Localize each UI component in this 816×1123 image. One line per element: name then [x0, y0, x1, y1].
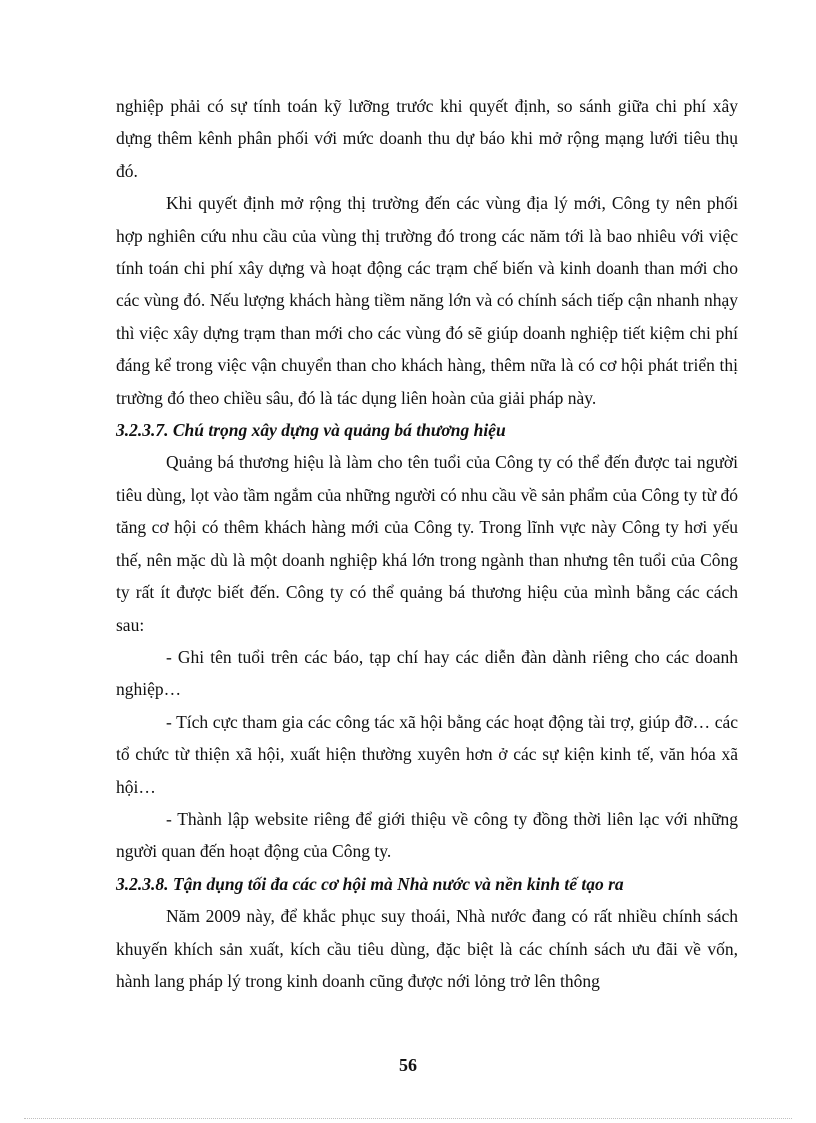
footer-divider — [24, 1118, 792, 1119]
paragraph-state-opportunities: Năm 2009 này, để khắc phục suy thoái, Nhà nước đang có rất nhiều chính sách khuyến khích sản xuất, kích cầu tiêu dùng, đặc biệt là các chính sách ưu đãi về vốn, hành lang pháp lý trong kinh doanh cũng được nới lỏng trở lên thông — [116, 906, 738, 991]
section-heading-3-2-3-7: 3.2.3.7. Chú trọng xây dựng và quảng bá thương hiệu — [116, 420, 506, 441]
page-number: 56 — [399, 1055, 417, 1075]
section-heading-3-2-3-8: 3.2.3.8. Tận dụng tối đa các cơ hội mà Nhà nước và nền kinh tế tạo ra — [116, 873, 624, 894]
bullet-item: - Ghi tên tuổi trên các báo, tạp chí hay các diễn đàn dành riêng cho các doanh nghiệp… — [116, 646, 738, 700]
paragraph-continued: nghiệp phải có sự tính toán kỹ lưỡng trước khi quyết định, so sánh giữa chi phí xây dựng thêm kênh phân phối với mức doanh thu dự báo khi mở rộng mạng lưới tiêu thụ đó. — [116, 96, 738, 181]
paragraph-brand-promotion: Quảng bá thương hiệu là làm cho tên tuổi của Công ty có thể đến được tai người tiêu dùng, lọt vào tầm ngắm của những người có nhu cầu về sản phẩm của Công ty từ đó tăng cơ hội có thêm khách hàng mới của Công ty. Trong lĩnh vực này Công ty hơi yếu thế, nên mặc dù là một doanh nghiệp khá lớn trong ngành than nhưng tên tuổi của Công ty rất ít được biết đến. Công ty có thể quảng bá thương hiệu của mình bằng các cách sau: — [116, 452, 738, 635]
bullet-item: - Thành lập website riêng để giới thiệu về công ty đồng thời liên lạc với những người quan đến hoạt động của Công ty. — [116, 808, 738, 862]
bullet-item: - Tích cực tham gia các công tác xã hội bằng các hoạt động tài trợ, giúp đỡ… các tổ chức từ thiện xã hội, xuất hiện thường xuyên hơn ở các sự kiện kinh tế, văn hóa xã hội… — [116, 711, 738, 797]
page-body — [116, 90, 738, 997]
paragraph-market-expansion: Khi quyết định mở rộng thị trường đến các vùng địa lý mới, Công ty nên phối hợp nghiên cứu nhu cầu của vùng thị trường đó trong các năm tới là bao nhiêu với việc tính toán chi phí xây dựng và hoạt động các trạm chế biến và kinh doanh than mới cho các vùng đó. Nếu lượng khách hàng tiềm năng lớn và có chính sách tiếp cận nhanh nhạy thì việc xây dựng trạm than mới cho các vùng đó sẽ giúp doanh nghiệp tiết kiệm chi phí đáng kể trong việc vận chuyển than cho khách hàng, thêm nữa là có cơ hội phát triển thị trường đó theo chiều sâu, đó là tác dụng liên hoàn của giải pháp này. — [116, 193, 738, 408]
